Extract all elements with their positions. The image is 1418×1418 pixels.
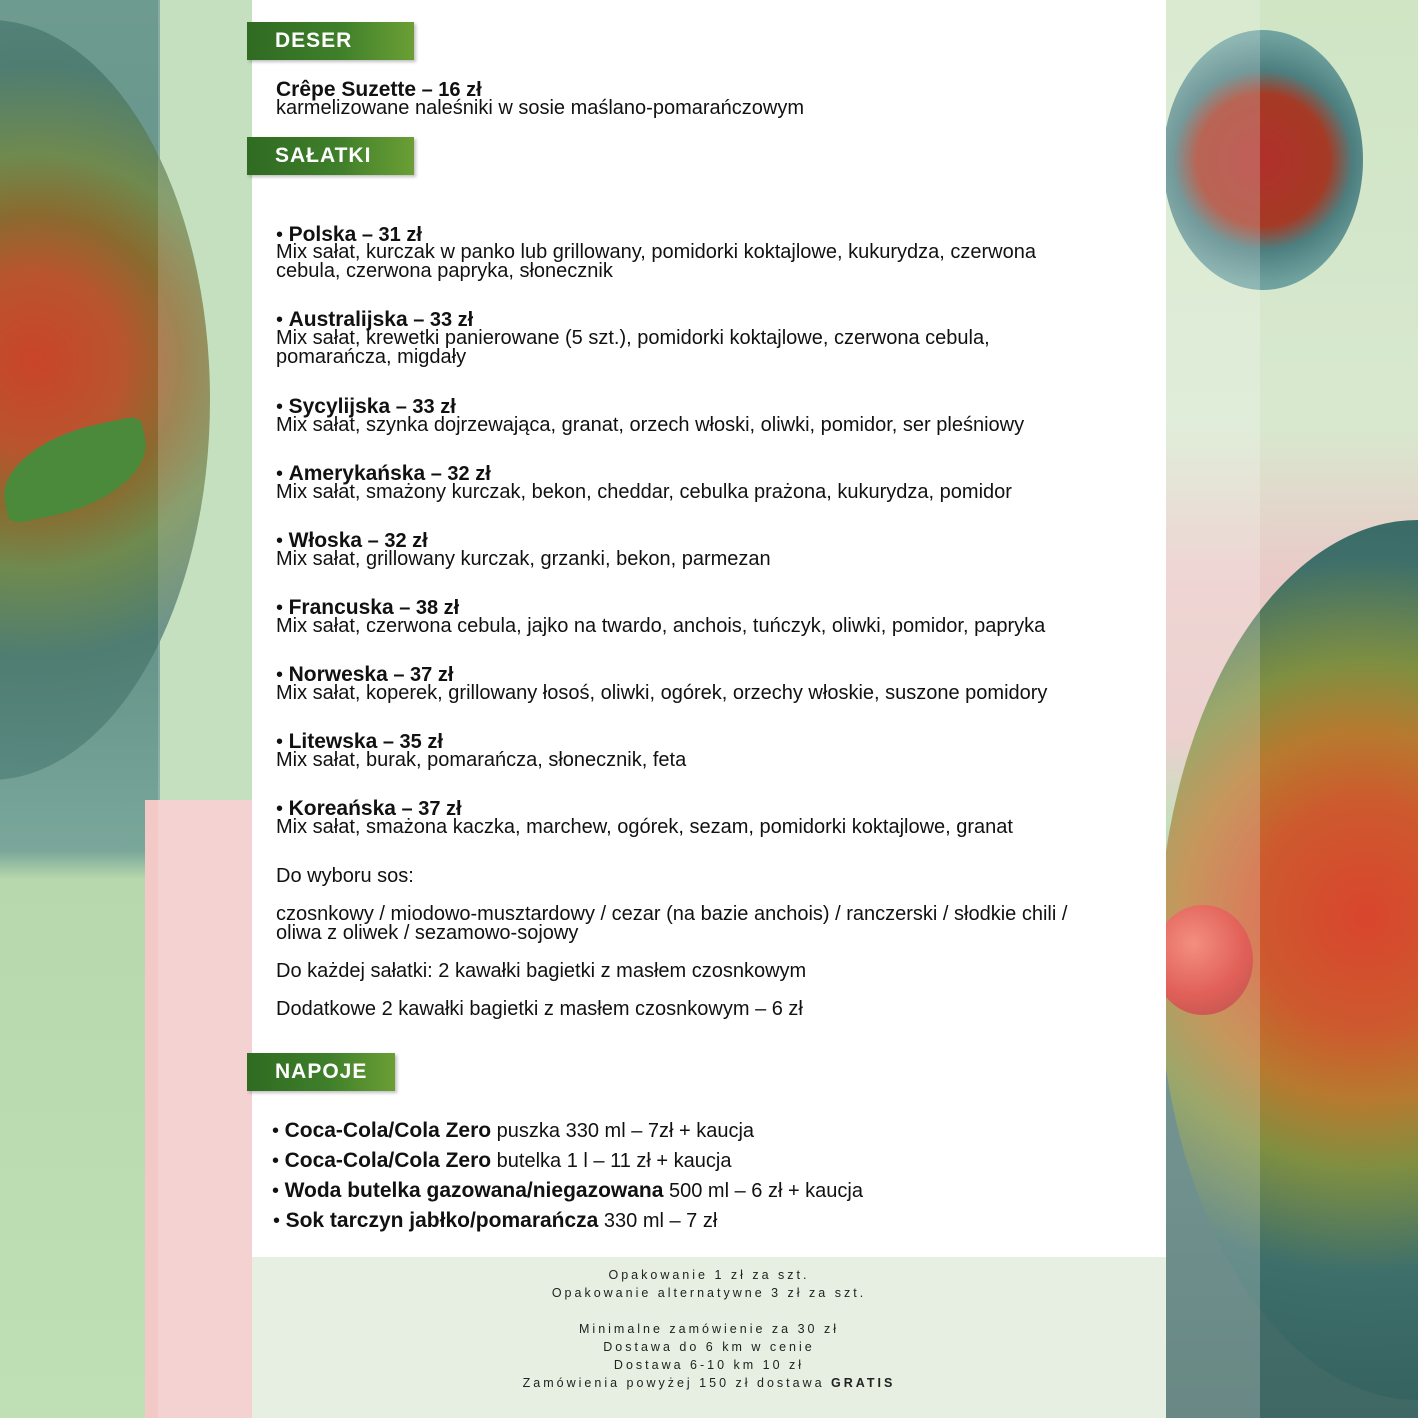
- salad-item-australijska: • Australijska – 33 zł: [276, 308, 474, 331]
- item-name: Sycylijska: [288, 395, 391, 418]
- menu-card: [252, 0, 1166, 1418]
- salad-item-wloska: • Włoska – 32 zł: [276, 529, 428, 552]
- item-price: – 38 zł: [393, 597, 460, 619]
- item-description: Mix sałat, burak, pomarańcza, słonecznik, feta: [276, 749, 687, 771]
- item-name: Australijska: [288, 308, 408, 331]
- item-name: Koreańska: [288, 797, 396, 820]
- drink-name: Woda butelka gazowana/niegazowana: [284, 1179, 664, 1202]
- item-name: Litewska: [288, 730, 378, 753]
- drink-detail: 500 ml – 6 zł + kaucja: [663, 1180, 863, 1202]
- free-delivery-note: Zamówienia powyżej 150 zł dostawa GRATIS: [522, 1376, 896, 1390]
- item-price: – 35 zł: [377, 731, 443, 753]
- translucent-strip-left: [158, 0, 252, 1418]
- item-description: Mix sałat, czerwona cebula, jajko na twardo, anchois, tuńczyk, oliwki, pomidor, papryka: [276, 615, 1046, 637]
- salad-item-norweska: • Norweska – 37 zł: [276, 663, 454, 686]
- item-price: – 32 zł: [425, 463, 491, 485]
- section-heading-deser: DESER: [247, 22, 414, 60]
- packaging-note: Opakowanie 1 zł za szt.: [608, 1268, 810, 1282]
- item-price: – 31 zł: [356, 224, 422, 246]
- item-price: – 33 zł: [407, 309, 474, 331]
- item-description: Mix sałat, smażony kurczak, bekon, cheddar, cebulka prażona, kukurydza, pomidor: [276, 481, 1012, 503]
- drink-name: Coca-Cola/Cola Zero: [284, 1119, 492, 1142]
- sauce-list: czosnkowy / miodowo-musztardowy / cezar (na bazie anchois) / ranczerski / słodkie chili /: [276, 903, 1068, 925]
- bread-extra: Dodatkowe 2 kawałki bagietki z masłem czosnkowym – 6 zł: [276, 998, 803, 1020]
- drink-detail: 330 ml – 7 zł: [598, 1210, 718, 1232]
- item-description: Mix sałat, smażona kaczka, marchew, ogórek, sezam, pomidorki koktajlowe, granat: [276, 816, 1013, 838]
- item-name: Norweska: [288, 663, 388, 686]
- item-description: cebula, czerwona papryka, słonecznik: [276, 260, 613, 282]
- item-name: Francuska: [288, 596, 394, 619]
- drink-detail: puszka 330 ml – 7zł + kaucja: [491, 1120, 755, 1142]
- item-description: Mix sałat, koperek, grillowany łosoś, oliwki, ogórek, orzechy włoskie, suszone pomidory: [276, 682, 1048, 704]
- item-name: Crêpe Suzette: [276, 78, 417, 101]
- salad-item-polska: • Polska – 31 zł: [276, 223, 422, 246]
- item-description: Mix sałat, kurczak w panko lub grillowany, pomidorki koktajlowe, kukurydza, czerwona: [276, 241, 1036, 263]
- salad-item-litewska: • Litewska – 35 zł: [276, 730, 443, 753]
- item-price: – 32 zł: [362, 530, 428, 552]
- item-name: Amerykańska: [288, 462, 426, 485]
- drink-item: • Coca-Cola/Cola Zero butelka 1 l – 11 zł + kaucja: [272, 1149, 732, 1172]
- item-name: Polska: [288, 223, 357, 246]
- alt-packaging-note: Opakowanie alternatywne 3 zł za szt.: [551, 1286, 867, 1300]
- item-price: – 16 zł: [416, 79, 482, 101]
- item-description: Mix sałat, grillowany kurczak, grzanki, bekon, parmezan: [276, 548, 771, 570]
- item-name: Włoska: [288, 529, 363, 552]
- sauce-intro: Do wyboru sos:: [276, 865, 414, 887]
- section-heading-napoje: NAPOJE: [247, 1053, 395, 1091]
- drink-item: • Woda butelka gazowana/niegazowana 500 ml – 6 zł + kaucja: [272, 1179, 863, 1202]
- delivery-note: Dostawa do 6 km w cenie: [603, 1340, 815, 1354]
- item-description: Mix sałat, krewetki panierowane (5 szt.), pomidorki koktajlowe, czerwona cebula,: [276, 327, 990, 349]
- section-heading-salatki: SAŁATKI: [247, 137, 414, 175]
- sauce-list: oliwa z oliwek / sezamowo-sojowy: [276, 922, 579, 944]
- salad-item-koreanska: • Koreańska – 37 zł: [276, 797, 462, 820]
- drink-item: • Coca-Cola/Cola Zero puszka 330 ml – 7zł + kaucja: [272, 1119, 755, 1142]
- drink-name: Coca-Cola/Cola Zero: [284, 1149, 492, 1172]
- translucent-strip-right: [1166, 0, 1260, 1418]
- delivery-fee-note: Dostawa 6-10 km 10 zł: [613, 1358, 805, 1372]
- item-description: Mix sałat, szynka dojrzewająca, granat, orzech włoski, oliwki, pomidor, ser pleśniowy: [276, 414, 1025, 436]
- drink-detail: butelka 1 l – 11 zł + kaucja: [491, 1150, 732, 1172]
- drink-name: Sok tarczyn jabłko/pomarańcza: [285, 1209, 599, 1232]
- salad-item-francuska: • Francuska – 38 zł: [276, 596, 460, 619]
- drink-item: • Sok tarczyn jabłko/pomarańcza 330 ml – 7 zł: [273, 1209, 718, 1232]
- salad-item-sycylijska: • Sycylijska – 33 zł: [276, 395, 456, 418]
- item-price: – 33 zł: [390, 396, 456, 418]
- minimum-order-note: Minimalne zamówienie za 30 zł: [579, 1322, 839, 1336]
- item-price: – 37 zł: [387, 664, 454, 686]
- item-price: – 37 zł: [395, 798, 462, 820]
- item-description: pomarańcza, migdały: [276, 346, 467, 368]
- item-description: karmelizowane naleśniki w sosie maślano-pomarańczowym: [276, 97, 804, 119]
- salad-item-amerykanska: • Amerykańska – 32 zł: [276, 462, 491, 485]
- bread-note: Do każdej sałatki: 2 kawałki bagietki z masłem czosnkowym: [276, 960, 807, 982]
